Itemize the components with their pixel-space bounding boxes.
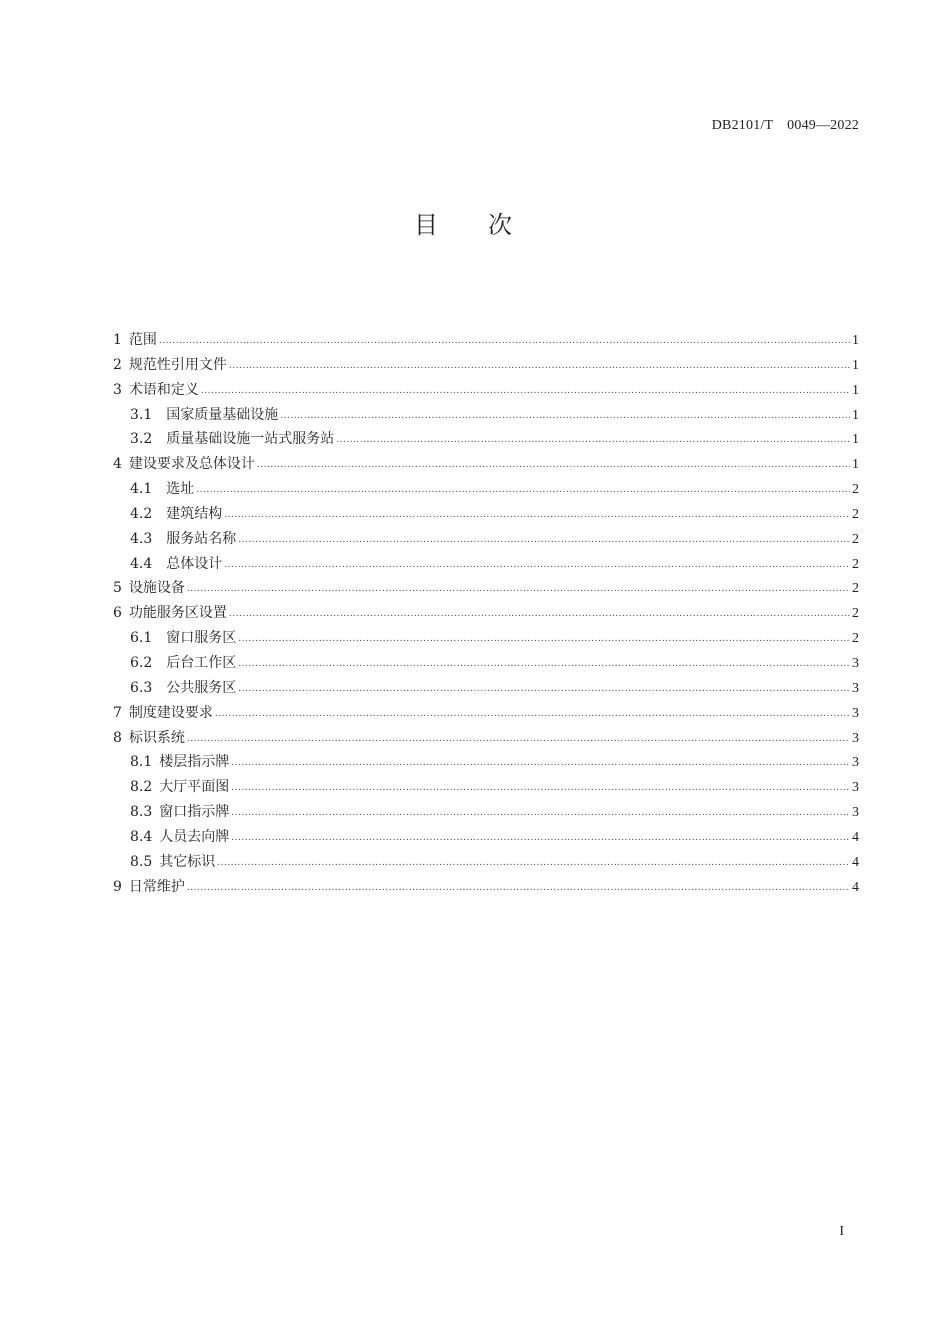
toc-entry[interactable] (113, 676, 859, 701)
toc-entry[interactable] (113, 552, 859, 577)
toc-dot-leader (187, 876, 850, 901)
toc-dot-leader (229, 602, 850, 627)
toc-entry-page: 2 (852, 581, 859, 597)
toc-entry[interactable] (113, 576, 859, 601)
toc-entry-number: 8.3 (130, 804, 153, 821)
toc-dot-leader (231, 776, 850, 801)
toc-entry[interactable] (113, 726, 859, 751)
toc-dot-leader (238, 652, 850, 677)
toc-dot-leader (224, 503, 850, 528)
toc-entry-number: 8.4 (130, 828, 153, 845)
toc-entry-number: 4.2 (130, 505, 153, 522)
toc-entry[interactable] (113, 527, 859, 552)
toc-entry[interactable] (113, 626, 859, 651)
toc-entry-page: 2 (852, 506, 859, 522)
toc-entry-label: 建筑结构 (166, 505, 223, 522)
toc-entry-number: 7 (113, 704, 122, 721)
toc-entry-page: 3 (852, 680, 859, 696)
toc-entry-page: 3 (852, 705, 859, 721)
toc-dot-leader (238, 627, 850, 652)
toc-entry-page: 4 (852, 829, 859, 845)
toc-entry-number: 8 (113, 729, 122, 746)
table-of-contents (113, 328, 859, 899)
toc-entry-label: 质量基础设施一站式服务站 (166, 431, 335, 448)
toc-entry-page: 1 (852, 382, 859, 398)
document-code: DB2101/T 0049—2022 (711, 118, 859, 133)
toc-entry-label: 窗口服务区 (166, 630, 237, 647)
toc-entry-label: 国家质量基础设施 (166, 406, 279, 423)
toc-entry[interactable] (113, 651, 859, 676)
toc-entry-label: 选址 (166, 481, 195, 498)
toc-entry-number: 3 (113, 381, 122, 398)
toc-entry-label: 标识系统 (128, 729, 185, 746)
toc-entry-label: 范围 (128, 332, 157, 348)
toc-entry-page: 2 (852, 631, 859, 647)
page-title: 目次 (414, 211, 562, 239)
toc-entry-label: 日常维护 (128, 878, 185, 895)
toc-dot-leader (238, 528, 850, 553)
toc-entry-number: 6.2 (130, 654, 153, 671)
toc-entry-page: 1 (852, 457, 859, 473)
toc-entry-label: 服务站名称 (166, 530, 237, 547)
toc-entry-number: 6.1 (130, 630, 153, 647)
toc-entry-label: 公共服务区 (166, 679, 237, 696)
toc-entry-page: 4 (852, 879, 859, 895)
toc-entry[interactable] (113, 875, 859, 900)
toc-entry-number: 4.1 (130, 481, 153, 498)
toc-entry-page: 3 (852, 755, 859, 771)
toc-entry-page: 1 (852, 357, 859, 373)
toc-dot-leader (257, 453, 850, 478)
toc-entry-number: 4.3 (130, 530, 153, 547)
toc-dot-leader (231, 826, 850, 851)
toc-entry[interactable] (113, 477, 859, 502)
toc-entry-number: 1 (113, 332, 122, 348)
toc-entry-page: 2 (852, 482, 859, 498)
toc-entry-number: 2 (113, 356, 122, 373)
toc-entry-page: 2 (852, 606, 859, 622)
toc-entry-number: 3.1 (130, 406, 153, 423)
toc-dot-leader (159, 329, 850, 354)
toc-dot-leader (231, 751, 850, 776)
toc-entry-page: 1 (852, 432, 859, 448)
toc-entry-number: 4.4 (130, 555, 153, 572)
toc-entry[interactable] (113, 502, 859, 527)
toc-entry[interactable] (113, 800, 859, 825)
toc-entry-label: 设施设备 (128, 580, 185, 597)
toc-entry-number: 6.3 (130, 679, 153, 696)
toc-entry-page: 3 (852, 780, 859, 796)
toc-entry-label: 总体设计 (166, 555, 223, 572)
toc-entry-label: 规范性引用文件 (128, 356, 227, 373)
toc-entry-number: 6 (113, 605, 122, 622)
toc-entry-label: 其它标识 (159, 853, 216, 870)
toc-entry-page: 1 (852, 333, 859, 348)
toc-entry-number: 8.1 (130, 754, 153, 771)
toc-dot-leader (336, 428, 850, 453)
toc-entry-label: 制度建设要求 (128, 704, 213, 721)
toc-entry-label: 后台工作区 (166, 654, 237, 671)
toc-entry-page: 3 (852, 655, 859, 671)
toc-entry-page: 1 (852, 407, 859, 423)
toc-dot-leader (215, 702, 850, 727)
toc-entry-page: 2 (852, 531, 859, 547)
toc-entry[interactable] (113, 701, 859, 726)
toc-entry[interactable] (113, 378, 859, 403)
toc-entry-label: 功能服务区设置 (128, 605, 227, 622)
toc-entry[interactable] (113, 328, 859, 353)
toc-dot-leader (231, 801, 850, 826)
toc-dot-leader (224, 553, 850, 578)
toc-entry[interactable] (113, 452, 859, 477)
toc-entry-label: 大厅平面图 (159, 779, 230, 796)
toc-entry-label: 楼层指示牌 (159, 754, 230, 771)
toc-entry[interactable] (113, 601, 859, 626)
toc-entry-label: 建设要求及总体设计 (128, 456, 255, 473)
toc-dot-leader (280, 404, 850, 429)
toc-entry-number: 3.2 (130, 431, 153, 448)
toc-dot-leader (187, 577, 850, 602)
toc-entry-page: 3 (852, 805, 859, 821)
toc-entry-number: 8.2 (130, 779, 153, 796)
toc-entry-label: 人员去向牌 (159, 828, 230, 845)
toc-entry[interactable] (113, 775, 859, 800)
toc-entry[interactable] (113, 353, 859, 378)
toc-entry[interactable] (113, 750, 859, 775)
toc-entry-label: 窗口指示牌 (159, 804, 230, 821)
toc-entry-page: 3 (852, 730, 859, 746)
toc-dot-leader (196, 478, 850, 503)
toc-dot-leader (187, 727, 850, 752)
toc-entry-label: 术语和定义 (128, 381, 199, 398)
toc-entry[interactable] (113, 850, 859, 875)
toc-dot-leader (238, 677, 850, 702)
toc-entry[interactable] (113, 403, 859, 428)
toc-entry-number: 8.5 (130, 853, 153, 870)
toc-entry[interactable] (113, 825, 859, 850)
toc-dot-leader (217, 851, 850, 876)
page-number: I (839, 1224, 844, 1239)
toc-dot-leader (229, 354, 850, 379)
toc-entry-page: 2 (852, 556, 859, 572)
toc-entry-number: 4 (113, 456, 122, 473)
toc-entry-page: 4 (852, 854, 859, 870)
toc-entry[interactable] (113, 427, 859, 452)
toc-entry-number: 5 (113, 580, 122, 597)
toc-entry-number: 9 (113, 878, 122, 895)
toc-dot-leader (201, 379, 850, 404)
